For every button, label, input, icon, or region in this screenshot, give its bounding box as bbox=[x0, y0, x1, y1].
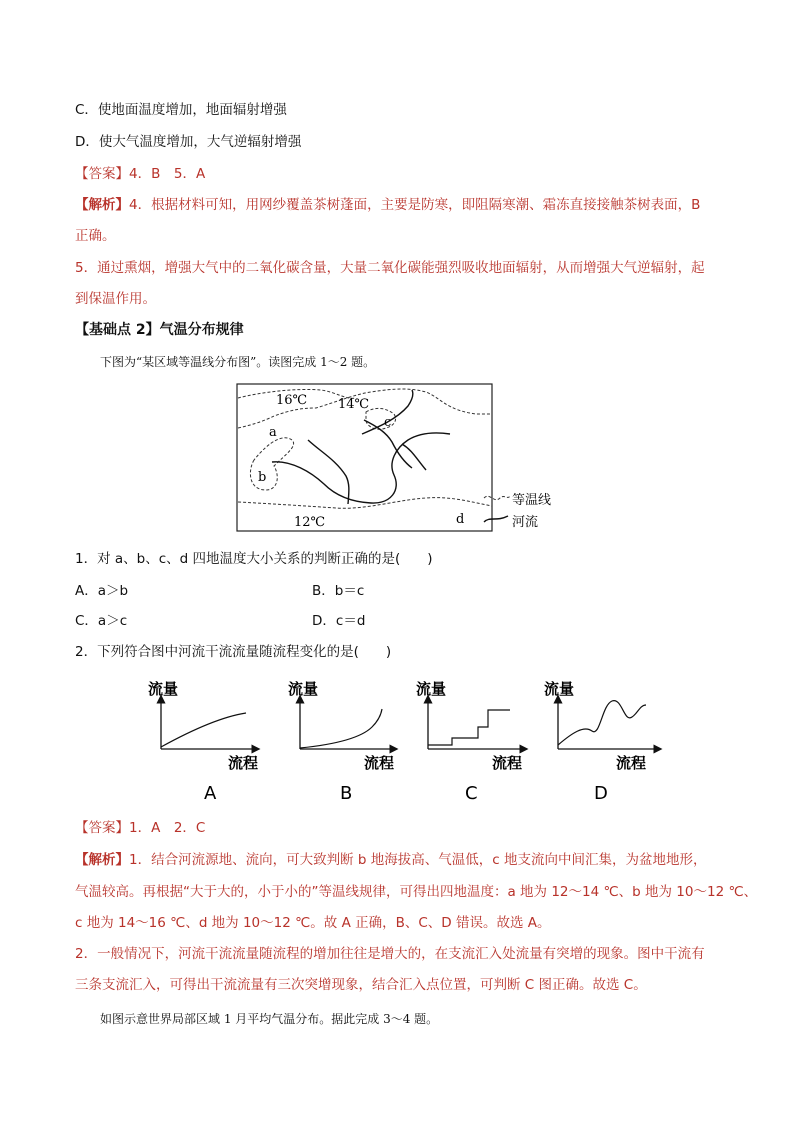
option-d: D．使大气温度增加，大气逆辐射增强 bbox=[75, 134, 302, 150]
answer-block-1: 【答案】4．B 5．A bbox=[75, 166, 206, 182]
graph-c-label: C bbox=[465, 783, 478, 804]
analysis-2-line-4: 2．一般情况下，河流干流流量随流程的增加往往是增大的，在支流汇入处流量有突增的现象。图中干流有 bbox=[75, 946, 705, 962]
graph-a-xlabel: 流程 bbox=[228, 754, 259, 772]
graph-d-label: D bbox=[594, 783, 608, 804]
analysis-text: 1．结合河流源地、流向，可大致判断 b 地海拔高、气温低，c 地支流向中间汇集，为盆地地形， bbox=[129, 852, 707, 868]
label-b: b bbox=[258, 470, 267, 485]
analysis-2-line-2: 气温较高。再根据“大于大的，小于小的”等温线规律，可得出四地温度：a 地为 12～14 ℃、b 地为 10～12 ℃、 bbox=[75, 884, 758, 900]
isotherm-map bbox=[236, 380, 566, 536]
graph-d bbox=[544, 680, 660, 804]
graph-a bbox=[148, 680, 258, 804]
analysis-2-line-3: c 地为 14～16 ℃、d 地为 10～12 ℃。故 A 正确，B、C、D 错误。故选 A。 bbox=[75, 915, 551, 931]
graph-b-label: B bbox=[340, 783, 353, 804]
label-12c: 12℃ bbox=[294, 515, 326, 530]
flow-graphs bbox=[140, 675, 680, 810]
question-1-option-c: C．a＞c bbox=[75, 613, 128, 629]
graph-d-curve bbox=[558, 701, 646, 745]
intro-text-2: 如图示意世界局部区域 1 月平均气温分布。据此完成 3～4 题。 bbox=[100, 1012, 439, 1026]
analysis-1-line-4: 到保温作用。 bbox=[75, 291, 156, 307]
analysis-1-line-1 bbox=[75, 195, 700, 215]
legend-river: 河流 bbox=[512, 515, 539, 530]
graph-b-curve bbox=[300, 709, 382, 748]
graph-b-xlabel: 流程 bbox=[364, 754, 395, 772]
section-heading: 【基础点 2】气温分布规律 bbox=[75, 322, 244, 338]
analysis-tag: 【解析】 bbox=[75, 852, 129, 868]
graph-c-curve bbox=[428, 710, 510, 745]
analysis-1-line-2: 正确。 bbox=[75, 228, 116, 244]
label-d: d bbox=[456, 512, 465, 527]
graph-d-ylabel: 流量 bbox=[544, 680, 575, 698]
graph-d-xlabel: 流程 bbox=[616, 754, 647, 772]
legend-isotherm: 等温线 bbox=[512, 493, 552, 508]
label-14c: 14℃ bbox=[338, 397, 370, 412]
label-16c: 16℃ bbox=[276, 393, 308, 408]
question-1-option-a: A．a＞b bbox=[75, 583, 129, 599]
analysis-text: 4．根据材料可知，用网纱覆盖茶树蓬面，主要是防寒，即阻隔寒潮、霜冻直接接触茶树表面，B bbox=[129, 197, 701, 213]
graph-c bbox=[416, 680, 526, 804]
answer-block-2: 【答案】1．A 2．C bbox=[75, 820, 206, 836]
graph-b bbox=[288, 680, 396, 804]
graph-a-label: A bbox=[204, 783, 217, 804]
graph-a-ylabel: 流量 bbox=[148, 680, 179, 698]
analysis-tag: 【解析】 bbox=[75, 197, 129, 213]
question-1-stem: 1．对 a、b、c、d 四地温度大小关系的判断正确的是( ) bbox=[75, 551, 433, 567]
label-c: c bbox=[384, 415, 392, 430]
graph-b-ylabel: 流量 bbox=[288, 680, 319, 698]
analysis-2-line-5: 三条支流汇入，可得出干流流量有三次突增现象，结合汇入点位置，可判断 C 图正确。故选 C。 bbox=[75, 977, 647, 993]
analysis-1-line-3: 5．通过熏烟，增强大气中的二氧化碳含量，大量二氧化碳能强烈吸收地面辐射，从而增强大气逆辐射，起 bbox=[75, 260, 705, 276]
graph-c-ylabel: 流量 bbox=[416, 680, 447, 698]
option-c: C．使地面温度增加，地面辐射增强 bbox=[75, 102, 287, 118]
intro-text-1: 下图为“某区域等温线分布图”。读图完成 1～2 题。 bbox=[100, 355, 376, 369]
graph-c-xlabel: 流程 bbox=[492, 754, 523, 772]
question-1-option-d: D．c＝d bbox=[312, 613, 366, 629]
analysis-2-line-1 bbox=[75, 850, 706, 870]
question-1-option-b: B．b＝c bbox=[312, 583, 365, 599]
label-a: a bbox=[269, 425, 277, 440]
question-2-stem: 2．下列符合图中河流干流流量随流程变化的是( ) bbox=[75, 644, 392, 660]
graph-a-curve bbox=[161, 713, 246, 747]
